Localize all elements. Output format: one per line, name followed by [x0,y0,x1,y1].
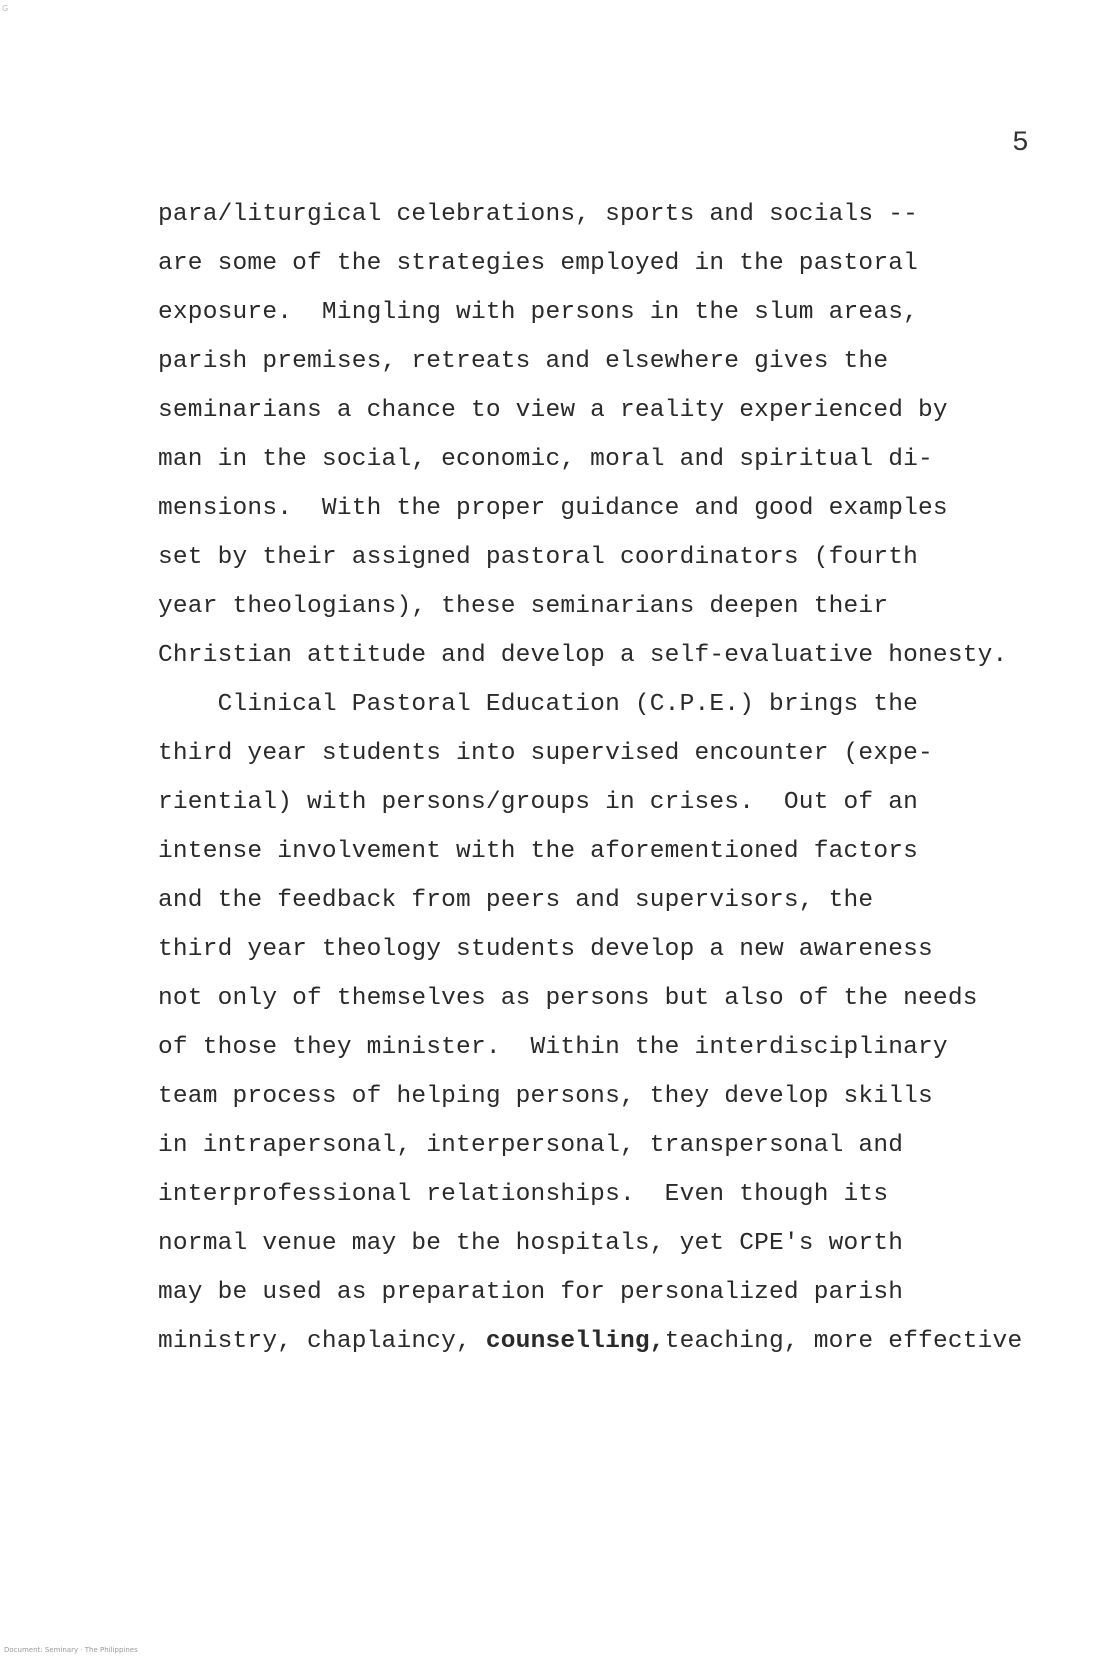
scan-corner-mark: G [2,4,9,13]
paragraph-2-line: interprofessional relationships. Even though its [158,1181,889,1208]
paragraph-1-line: are some of the strategies employed in the pastoral [158,250,919,277]
paragraph-2-last-line [158,1327,1022,1357]
last-line-end: teaching, more effective [664,1328,1023,1355]
paragraph-2-line: third year theology students develop a new awareness [158,936,933,963]
paragraph-2-line: third year students into supervised encounter (expe- [158,740,933,767]
paragraph-1-line: para/liturgical celebrations, sports and socials -- [158,201,919,228]
paragraph-1-line: mensions. With the proper guidance and good examples [158,495,948,522]
scan-footer: Document: Seminary · The Philippines [4,1646,138,1654]
paragraph-2-line: may be used as preparation for personalized parish [158,1279,904,1306]
paragraph-2-line: intense involvement with the aforementioned factors [158,838,919,865]
paragraph-2-line: not only of themselves as persons but also of the needs [158,985,978,1012]
paragraph-1-line: man in the social, economic, moral and spiritual di- [158,446,933,473]
paragraph-2-line: riential) with persons/groups in crises. Out of an [158,789,919,816]
paragraph-2-line: team process of helping persons, they develop skills [158,1083,933,1110]
page-number: 5 [1012,128,1029,159]
paragraph-2-line: and the feedback from peers and supervisors, the [158,887,874,914]
paragraph-1-line: seminarians a chance to view a reality experienced by [158,397,948,424]
paragraph-1-line: year theologians), these seminarians deepen their [158,593,889,620]
paragraph-2-line: Clinical Pastoral Education (C.P.E.) brings the [158,691,919,718]
paragraph-1-line: set by their assigned pastoral coordinators (fourth [158,544,919,571]
paragraph-2-line: normal venue may be the hospitals, yet CPE's worth [158,1230,904,1257]
paragraph-1-line: parish premises, retreats and elsewhere gives the [158,348,889,375]
last-line-start: ministry, chaplaincy, [158,1328,471,1355]
paragraph-2-line: in intrapersonal, interpersonal, transpersonal and [158,1132,904,1159]
bold-word-counselling: counselling, [485,1328,665,1355]
paragraph-1-line: Christian attitude and develop a self-evaluative honesty. [158,642,1008,669]
paragraph-2-line: of those they minister. Within the interdisciplinary [158,1034,948,1061]
paragraph-1-line: exposure. Mingling with persons in the slum areas, [158,299,919,326]
